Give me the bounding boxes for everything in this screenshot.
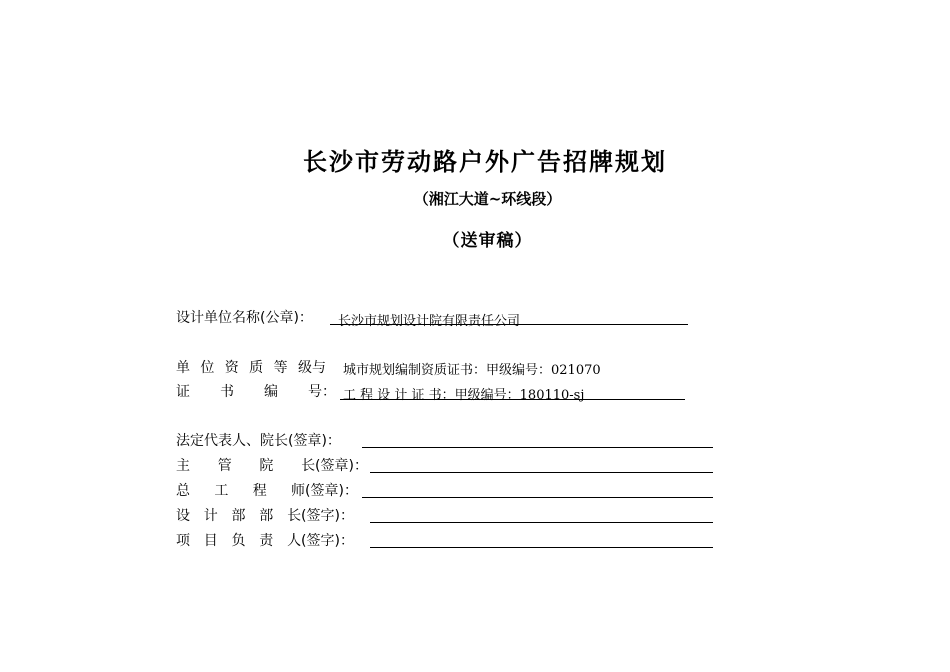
- director-char-3: 院: [259, 458, 274, 474]
- signature-line-project-lead: [370, 547, 713, 548]
- signature-line-chief-engineer: [362, 497, 713, 498]
- cert-char-1: 证: [176, 384, 190, 400]
- signature-row-project-lead: [176, 532, 354, 550]
- signature-row-chief-engineer: [176, 482, 358, 500]
- design-unit-underline: [330, 324, 688, 325]
- engineer-char-4: 师(签章)：: [291, 483, 358, 499]
- lead-char-1: 项: [176, 533, 190, 549]
- signature-row-director: [176, 457, 368, 475]
- design-unit-label: 设计单位名称(公章)：: [176, 310, 313, 326]
- cert-char-3: 编: [264, 384, 278, 400]
- dept-char-2: 计: [203, 508, 218, 524]
- document-subtitle: （湘江大道~环线段）: [413, 190, 562, 208]
- design-unit-value: 长沙市规划设计院有限责任公司: [338, 314, 521, 329]
- design-unit-row: [176, 309, 313, 327]
- qual-char-2: 位: [200, 360, 215, 376]
- lead-char-4: 责: [259, 533, 274, 549]
- qual-char-6: 级与: [297, 360, 326, 376]
- director-char-4: 长(签章)：: [301, 458, 368, 474]
- dept-char-1: 设: [176, 508, 190, 524]
- cert-char-2: 书: [220, 384, 234, 400]
- engineer-char-3: 程: [252, 483, 267, 499]
- lead-char-3: 负: [231, 533, 246, 549]
- signature-label-legal-rep: 法定代表人、院长(签章)：: [176, 433, 341, 449]
- lead-char-5: 人(签字)：: [287, 533, 354, 549]
- cert-char-4: 号：: [308, 384, 336, 400]
- engineer-char-1: 总: [176, 483, 190, 499]
- signature-line-dept-head: [370, 522, 713, 523]
- signature-line-legal-rep: [362, 447, 713, 448]
- qualification-label-line1: [176, 359, 326, 377]
- document-title: 长沙市劳动路户外广告招牌规划: [303, 148, 667, 176]
- qualification-value-line1: 城市规划编制资质证书：甲级编号：021070: [343, 363, 601, 378]
- dept-char-3: 部: [231, 508, 246, 524]
- signature-row-legal-rep: [176, 432, 341, 450]
- qual-char-4: 质: [249, 360, 264, 376]
- director-char-2: 管: [217, 458, 232, 474]
- dept-char-4: 部: [259, 508, 274, 524]
- signature-line-director: [370, 472, 713, 473]
- qualification-value-line2: 工 程 设 计 证 书：甲级编号：180110-sj: [343, 388, 585, 403]
- qualification-underline: [340, 399, 685, 400]
- engineer-char-2: 工: [214, 483, 229, 499]
- signature-row-dept-head: [176, 507, 354, 525]
- qual-char-5: 等: [273, 360, 288, 376]
- dept-char-5: 长(签字)：: [287, 508, 354, 524]
- qual-char-3: 资: [224, 360, 239, 376]
- director-char-1: 主: [176, 458, 190, 474]
- qual-char-1: 单: [176, 360, 190, 376]
- qualification-label-line2: [176, 383, 336, 401]
- lead-char-2: 目: [203, 533, 218, 549]
- document-status: （送审稿）: [442, 231, 533, 251]
